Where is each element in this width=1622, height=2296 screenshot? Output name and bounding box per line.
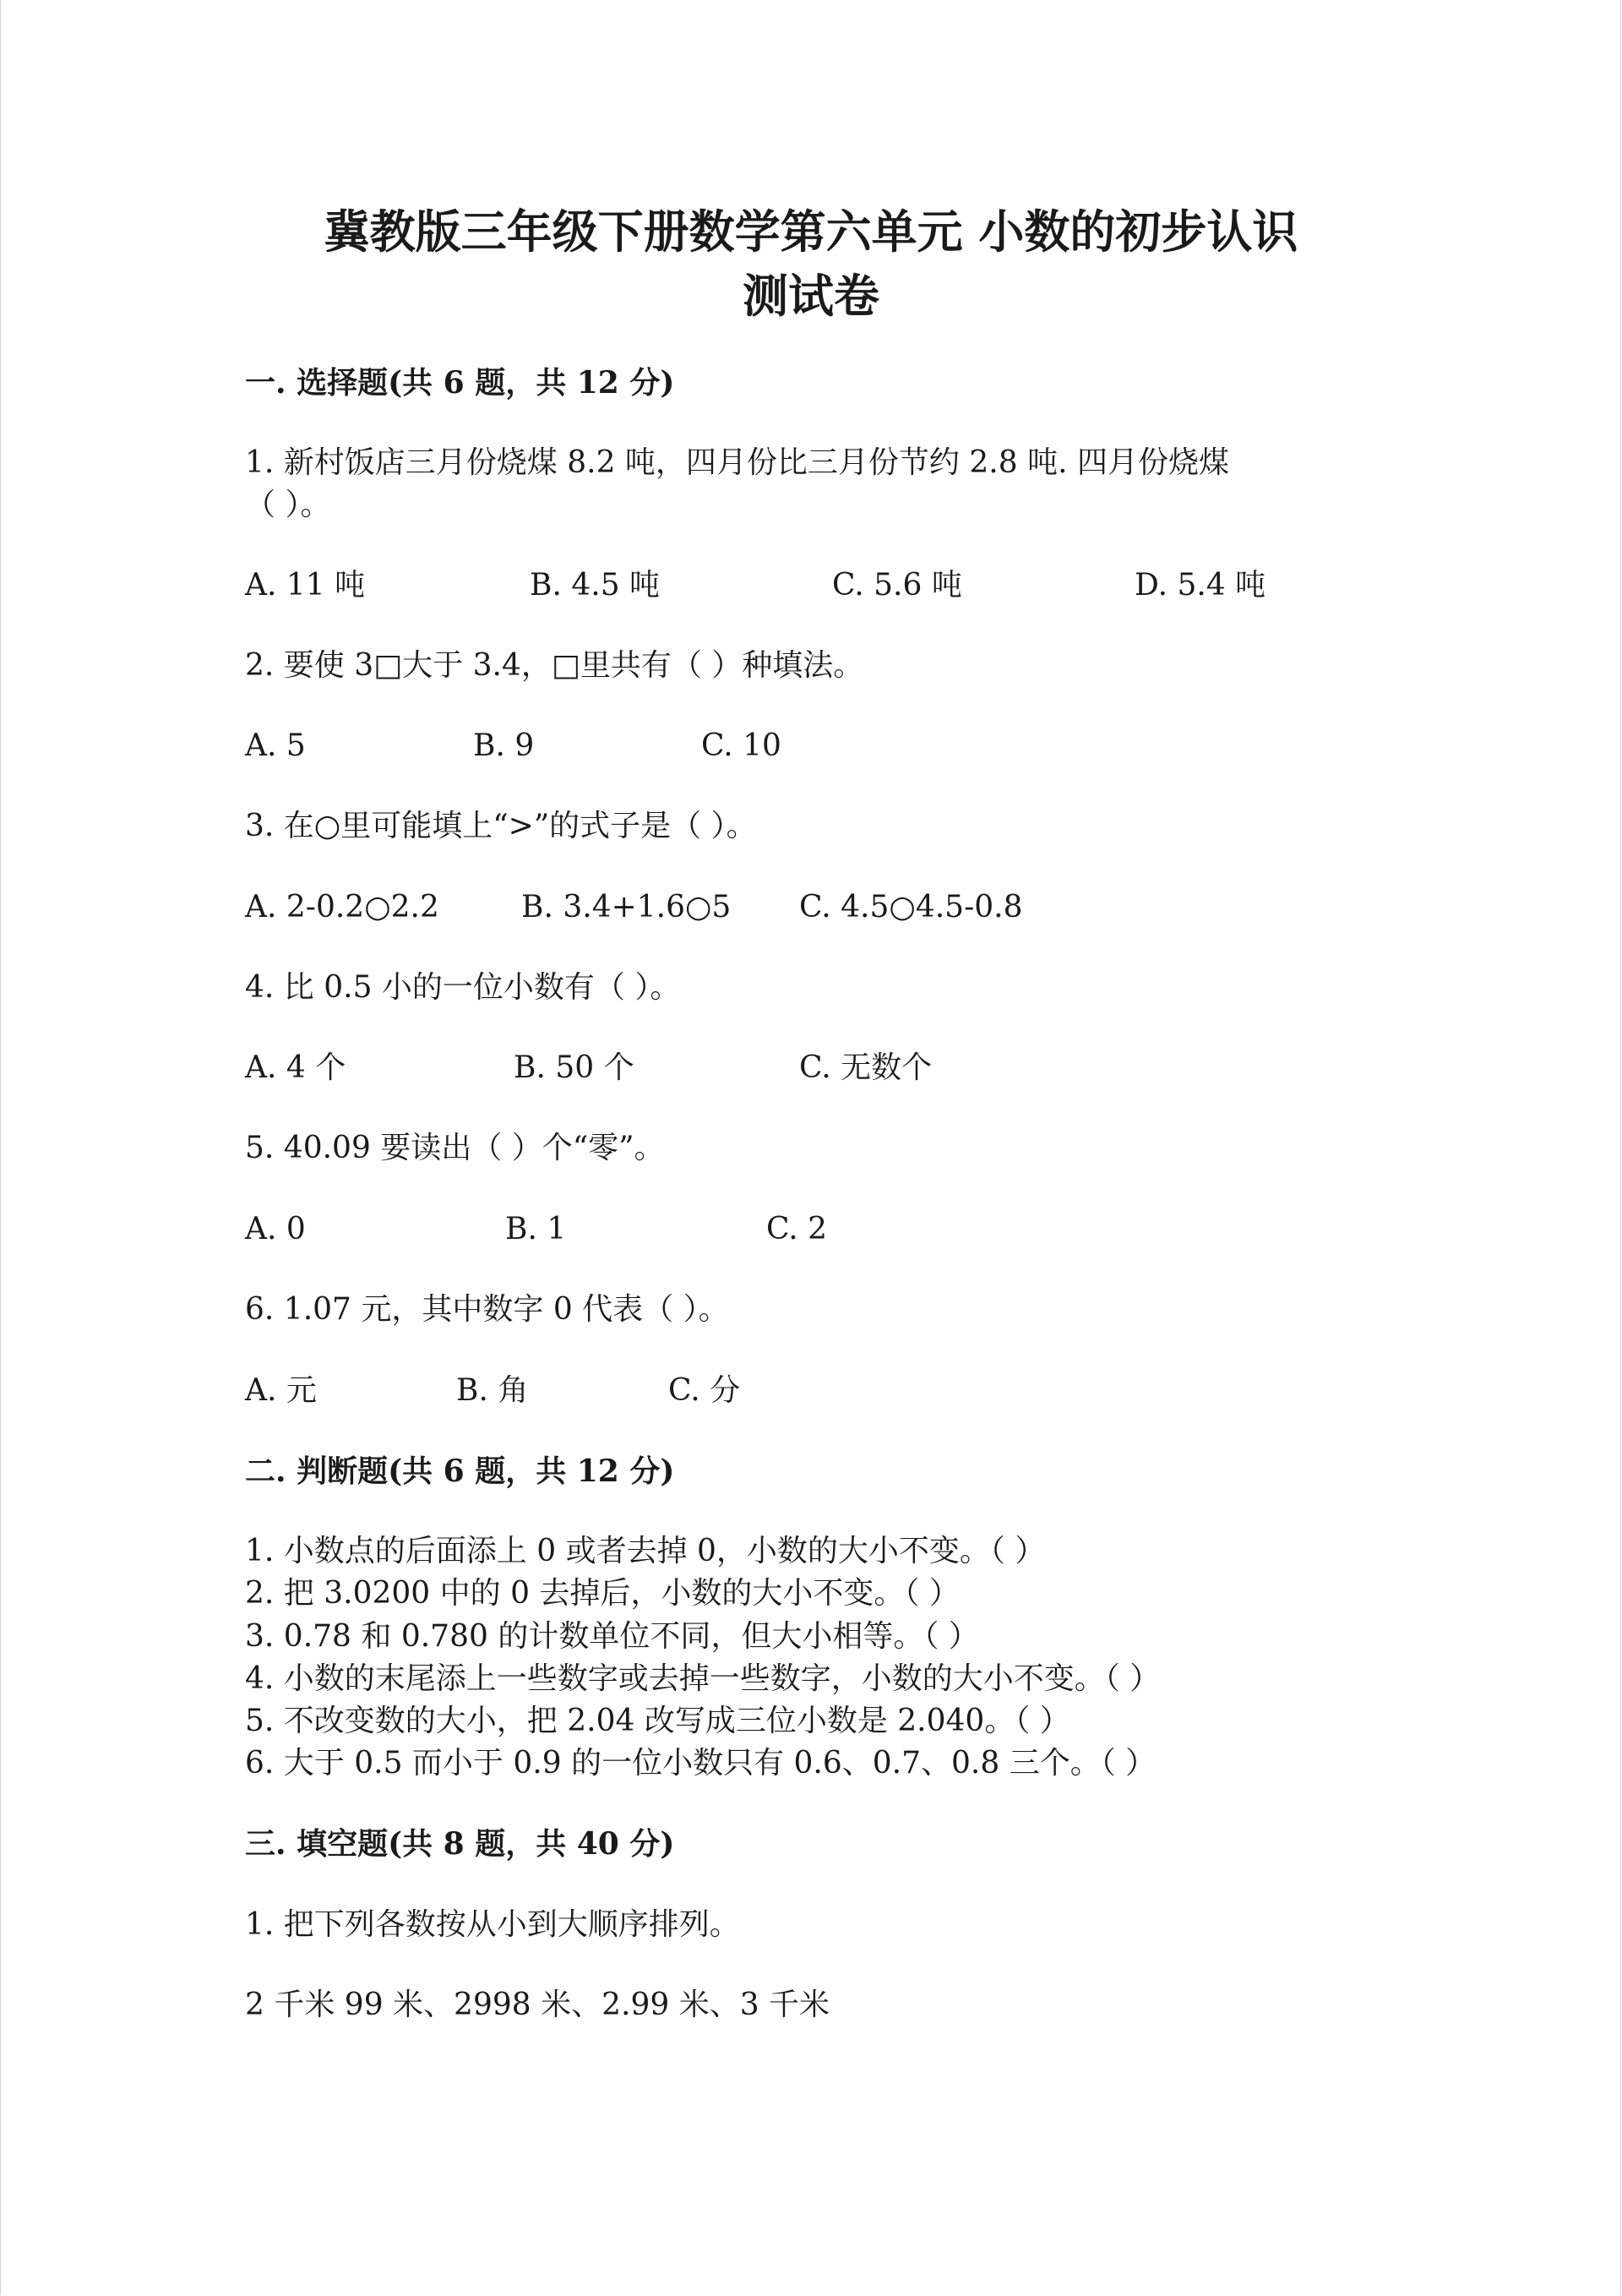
question-6-option-c: C. 分 — [668, 1373, 741, 1408]
question-3-option-c: C. 4.5○4.5-0.8 — [799, 890, 1023, 924]
question-6-option-a: A. 元 — [245, 1373, 317, 1408]
question-1-option-d: D. 5.4 吨 — [1135, 568, 1266, 603]
section-heading-choice: 一. 选择题(共 6 题，共 12 分) — [245, 365, 675, 401]
question-2-option-b: B. 9 — [473, 728, 535, 763]
question-5-option-c: C. 2 — [766, 1212, 828, 1246]
question-1-option-c: C. 5.6 吨 — [832, 568, 962, 603]
judgement-item-2: 2. 把 3.0200 中的 0 去掉后，小数的大小不变。（ ） — [245, 1576, 960, 1611]
question-5-stem: 5. 40.09 要读出（ ）个“零”。 — [245, 1131, 665, 1165]
question-5-option-a: A. 0 — [245, 1212, 306, 1246]
question-1-option-b: B. 4.5 吨 — [530, 568, 661, 603]
question-4-option-a: A. 4 个 — [245, 1050, 346, 1085]
question-1-stem: 1. 新村饭店三月份烧煤 8.2 吨，四月份比三月份节约 2.8 吨. 四月份烧煤 — [245, 445, 1229, 480]
judgement-item-6: 6. 大于 0.5 而小于 0.9 的一位小数只有 0.6、0.7、0.8 三个。（ ） — [245, 1746, 1157, 1781]
fill-question-1-stem: 1. 把下列各数按从小到大顺序排列。 — [245, 1907, 740, 1942]
section-heading-fill: 三. 填空题(共 8 题，共 40 分) — [245, 1826, 675, 1862]
question-4-stem: 4. 比 0.5 小的一位小数有（ ）。 — [245, 970, 681, 1005]
question-3-option-b: B. 3.4+1.6○5 — [521, 890, 732, 924]
judgement-item-4: 4. 小数的末尾添上一些数字或去掉一些数字，小数的大小不变。（ ） — [245, 1661, 1161, 1696]
question-3-stem: 3. 在○里可能填上“>”的式子是（ ）。 — [245, 809, 757, 843]
question-6-option-b: B. 角 — [456, 1373, 529, 1408]
question-4-option-b: B. 50 个 — [514, 1050, 634, 1085]
judgement-item-5: 5. 不改变数的大小，把 2.04 改写成三位小数是 2.040。（ ） — [245, 1704, 1070, 1738]
judgement-item-3: 3. 0.78 和 0.780 的计数单位不同，但大小相等。（ ） — [245, 1619, 979, 1654]
judgement-item-1: 1. 小数点的后面添上 0 或者去掉 0，小数的大小不变。（ ） — [245, 1534, 1046, 1568]
question-4-option-c: C. 无数个 — [799, 1050, 933, 1085]
question-2-stem: 2. 要使 3□大于 3.4，□里共有（ ）种填法。 — [245, 648, 864, 683]
question-2-option-c: C. 10 — [701, 728, 781, 763]
question-2-option-a: A. 5 — [245, 728, 306, 763]
title-line-1: 冀教版三年级下册数学第六单元 小数的初步认识 — [324, 205, 1298, 259]
question-1-option-a: A. 11 吨 — [245, 568, 366, 603]
section-heading-judgement: 二. 判断题(共 6 题，共 12 分) — [245, 1453, 675, 1489]
question-1-stem-cont: （ ）。 — [245, 488, 331, 522]
question-3-option-a: A. 2-0.2○2.2 — [245, 890, 439, 924]
page-title — [245, 199, 1377, 328]
question-6-stem: 6. 1.07 元，其中数字 0 代表（ ）。 — [245, 1292, 729, 1327]
question-5-option-b: B. 1 — [505, 1212, 567, 1246]
fill-question-1-values: 2 千米 99 米、2998 米、2.99 米、3 千米 — [245, 1988, 830, 2022]
title-line-2: 测试卷 — [743, 269, 879, 323]
